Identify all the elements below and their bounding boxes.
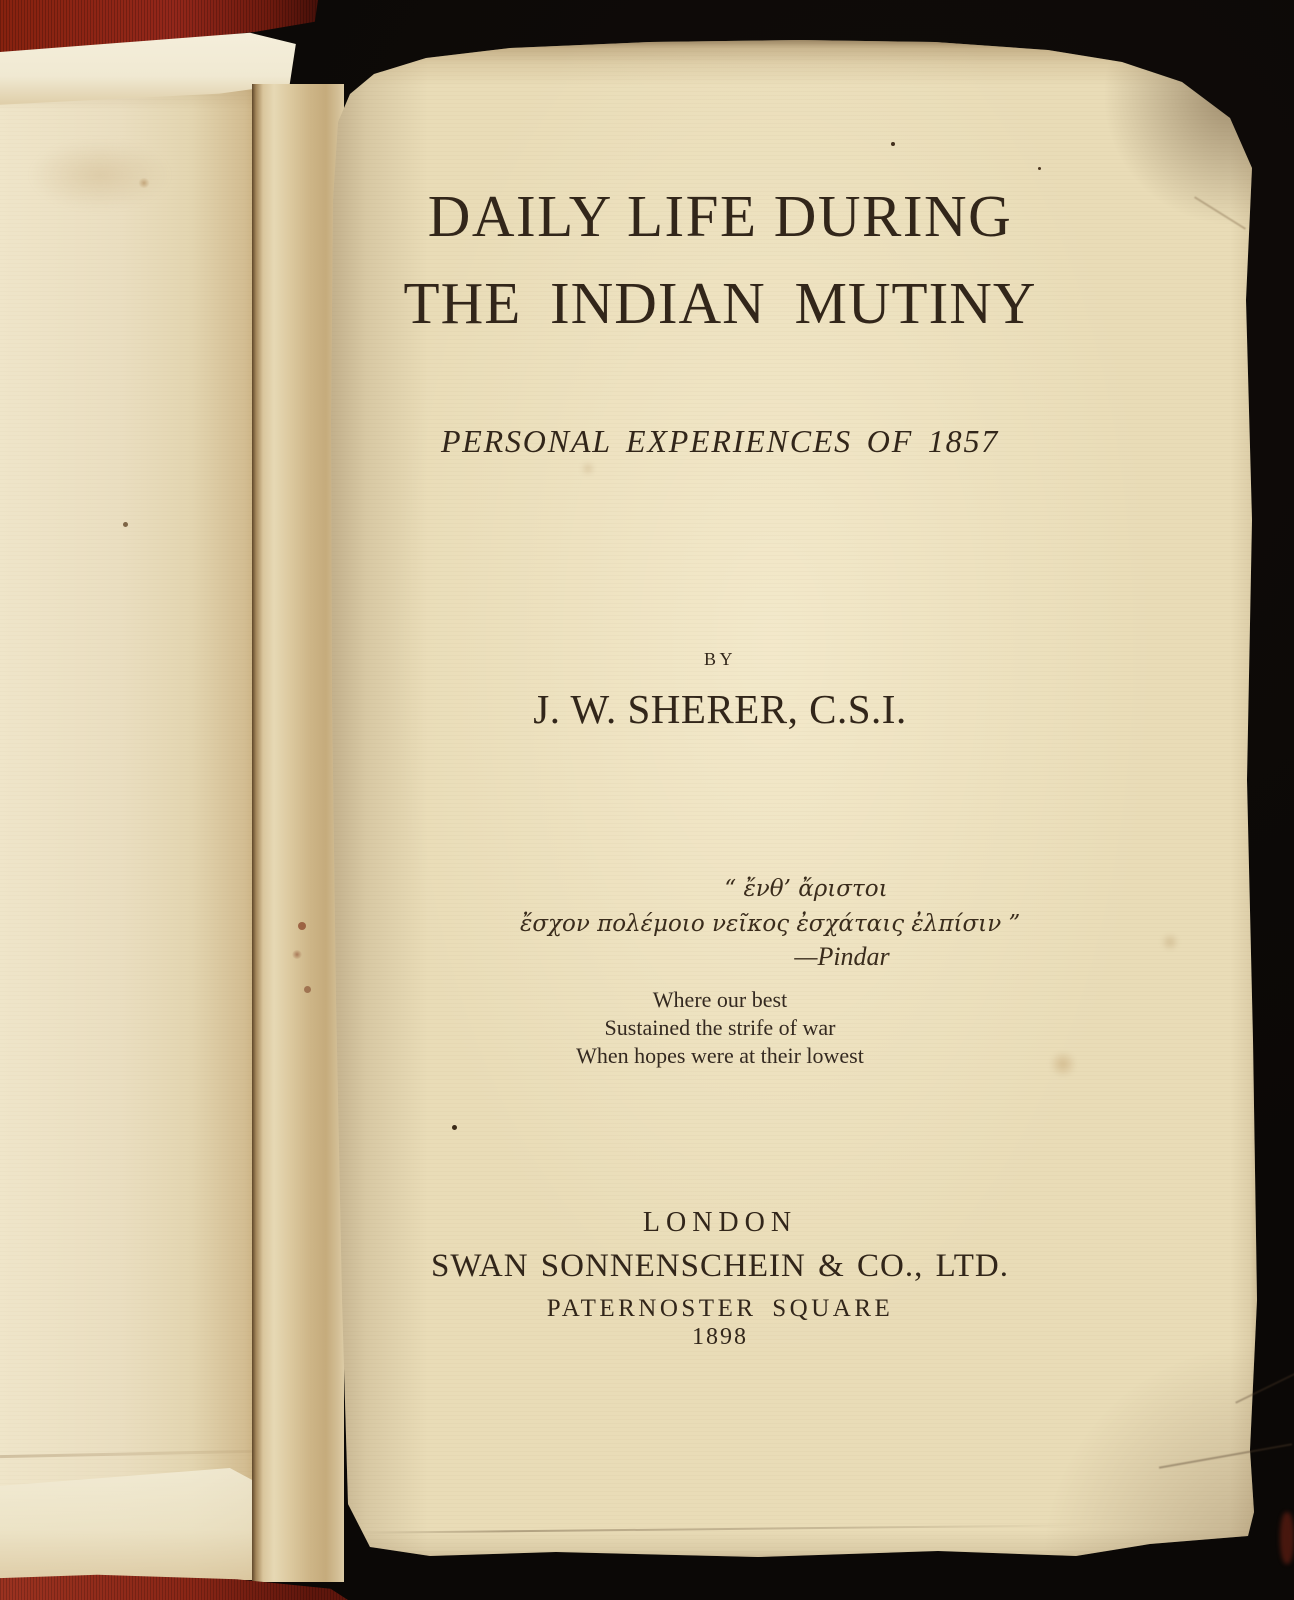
imprint-publisher: SWAN SONNENSCHEIN & CO., LTD. — [431, 1248, 1009, 1284]
book-title-line-2: THE INDIAN MUTINY — [403, 270, 1037, 336]
imprint-address: PATERNOSTER SQUARE — [546, 1295, 894, 1322]
imprint-city: LONDON — [642, 1207, 798, 1238]
translation-line-3: When hopes were at their lowest — [576, 1043, 864, 1068]
by-label: BY — [703, 649, 736, 669]
epigraph-greek-line-1: “ ἔνθ’ ἄριστοι — [724, 876, 888, 902]
book-title-line-1: DAILY LIFE DURING — [427, 183, 1013, 249]
book-gutter — [252, 84, 344, 1582]
epigraph-translation — [520, 986, 920, 1070]
book-cover-edge-right — [1280, 1512, 1294, 1564]
imprint-year: 1898 — [692, 1324, 748, 1350]
translation-line-2: Sustained the strife of war — [604, 1015, 836, 1040]
epigraph — [520, 872, 1021, 972]
epigraph-attribution: —Pindar — [794, 942, 890, 971]
author-name: J. W. SHERER, C.S.I. — [533, 686, 907, 732]
book-subtitle: PERSONAL EXPERIENCES OF 1857 — [440, 423, 1000, 459]
epigraph-greek-line-2: ἔσχον πολέμοιο νεῖκος ἐσχάταις ἐλπίσιν ” — [520, 911, 1021, 937]
facing-page — [0, 84, 266, 1580]
translation-line-1: Where our best — [652, 987, 788, 1012]
